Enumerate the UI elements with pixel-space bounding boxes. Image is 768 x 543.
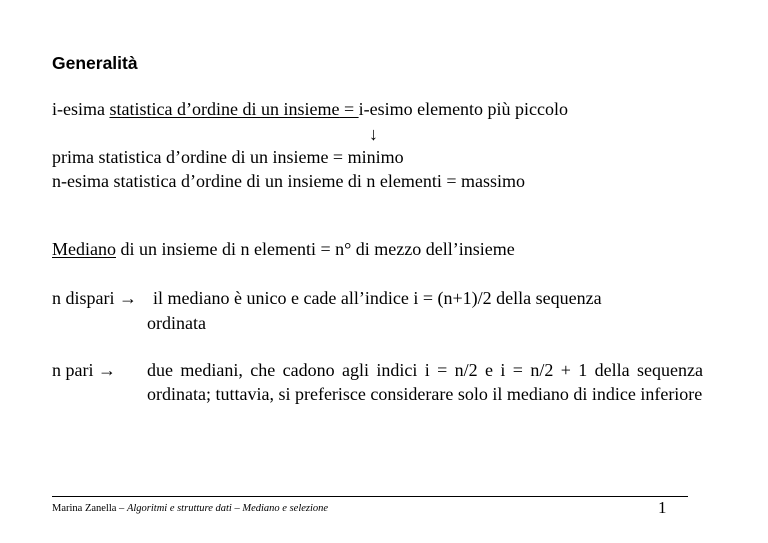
minimum-line: prima statistica d’ordine di un insieme = minimo [52, 147, 404, 167]
definition-equals: = [339, 99, 359, 119]
definition-line [52, 98, 568, 120]
section-heading: Generalità [52, 53, 138, 73]
median-term: Mediano [52, 239, 116, 259]
median-definition: di un insieme di n elementi = n° di mezzo dell’insieme [115, 239, 515, 259]
footer-credit [52, 502, 328, 516]
definition-prefix: i-esima [52, 99, 110, 119]
down-arrow-icon: ↓ [369, 124, 378, 144]
footer-course-title: Algoritmi e strutture dati – Mediano e selezione [126, 503, 329, 514]
odd-case-continuation: ordinata [147, 313, 206, 333]
even-case-label: n pari → [52, 360, 116, 380]
footer-divider [52, 496, 688, 497]
maximum-line: n-esima statistica d’ordine di un insieme di n elementi = massimo [52, 171, 526, 191]
odd-case-text: il mediano è unico e cade all’indice i = (n+1)/2 della sequenza [153, 288, 602, 308]
odd-case-label: n dispari → [52, 288, 137, 308]
definition-rest: i-esimo elemento più piccolo [358, 99, 569, 119]
median-definition-line [52, 238, 515, 260]
even-case-text: due mediani, che cadono agli indici i = n/2 e i = n/2 + 1 della sequenza ordinata; tuttavia, si preferisce considerare solo il mediano di indice inferiore [147, 360, 703, 404]
definition-term: statistica d’ordine di un insieme [109, 99, 340, 119]
page-number: 1 [658, 498, 667, 517]
footer-author: Marina Zanella – [52, 503, 127, 514]
